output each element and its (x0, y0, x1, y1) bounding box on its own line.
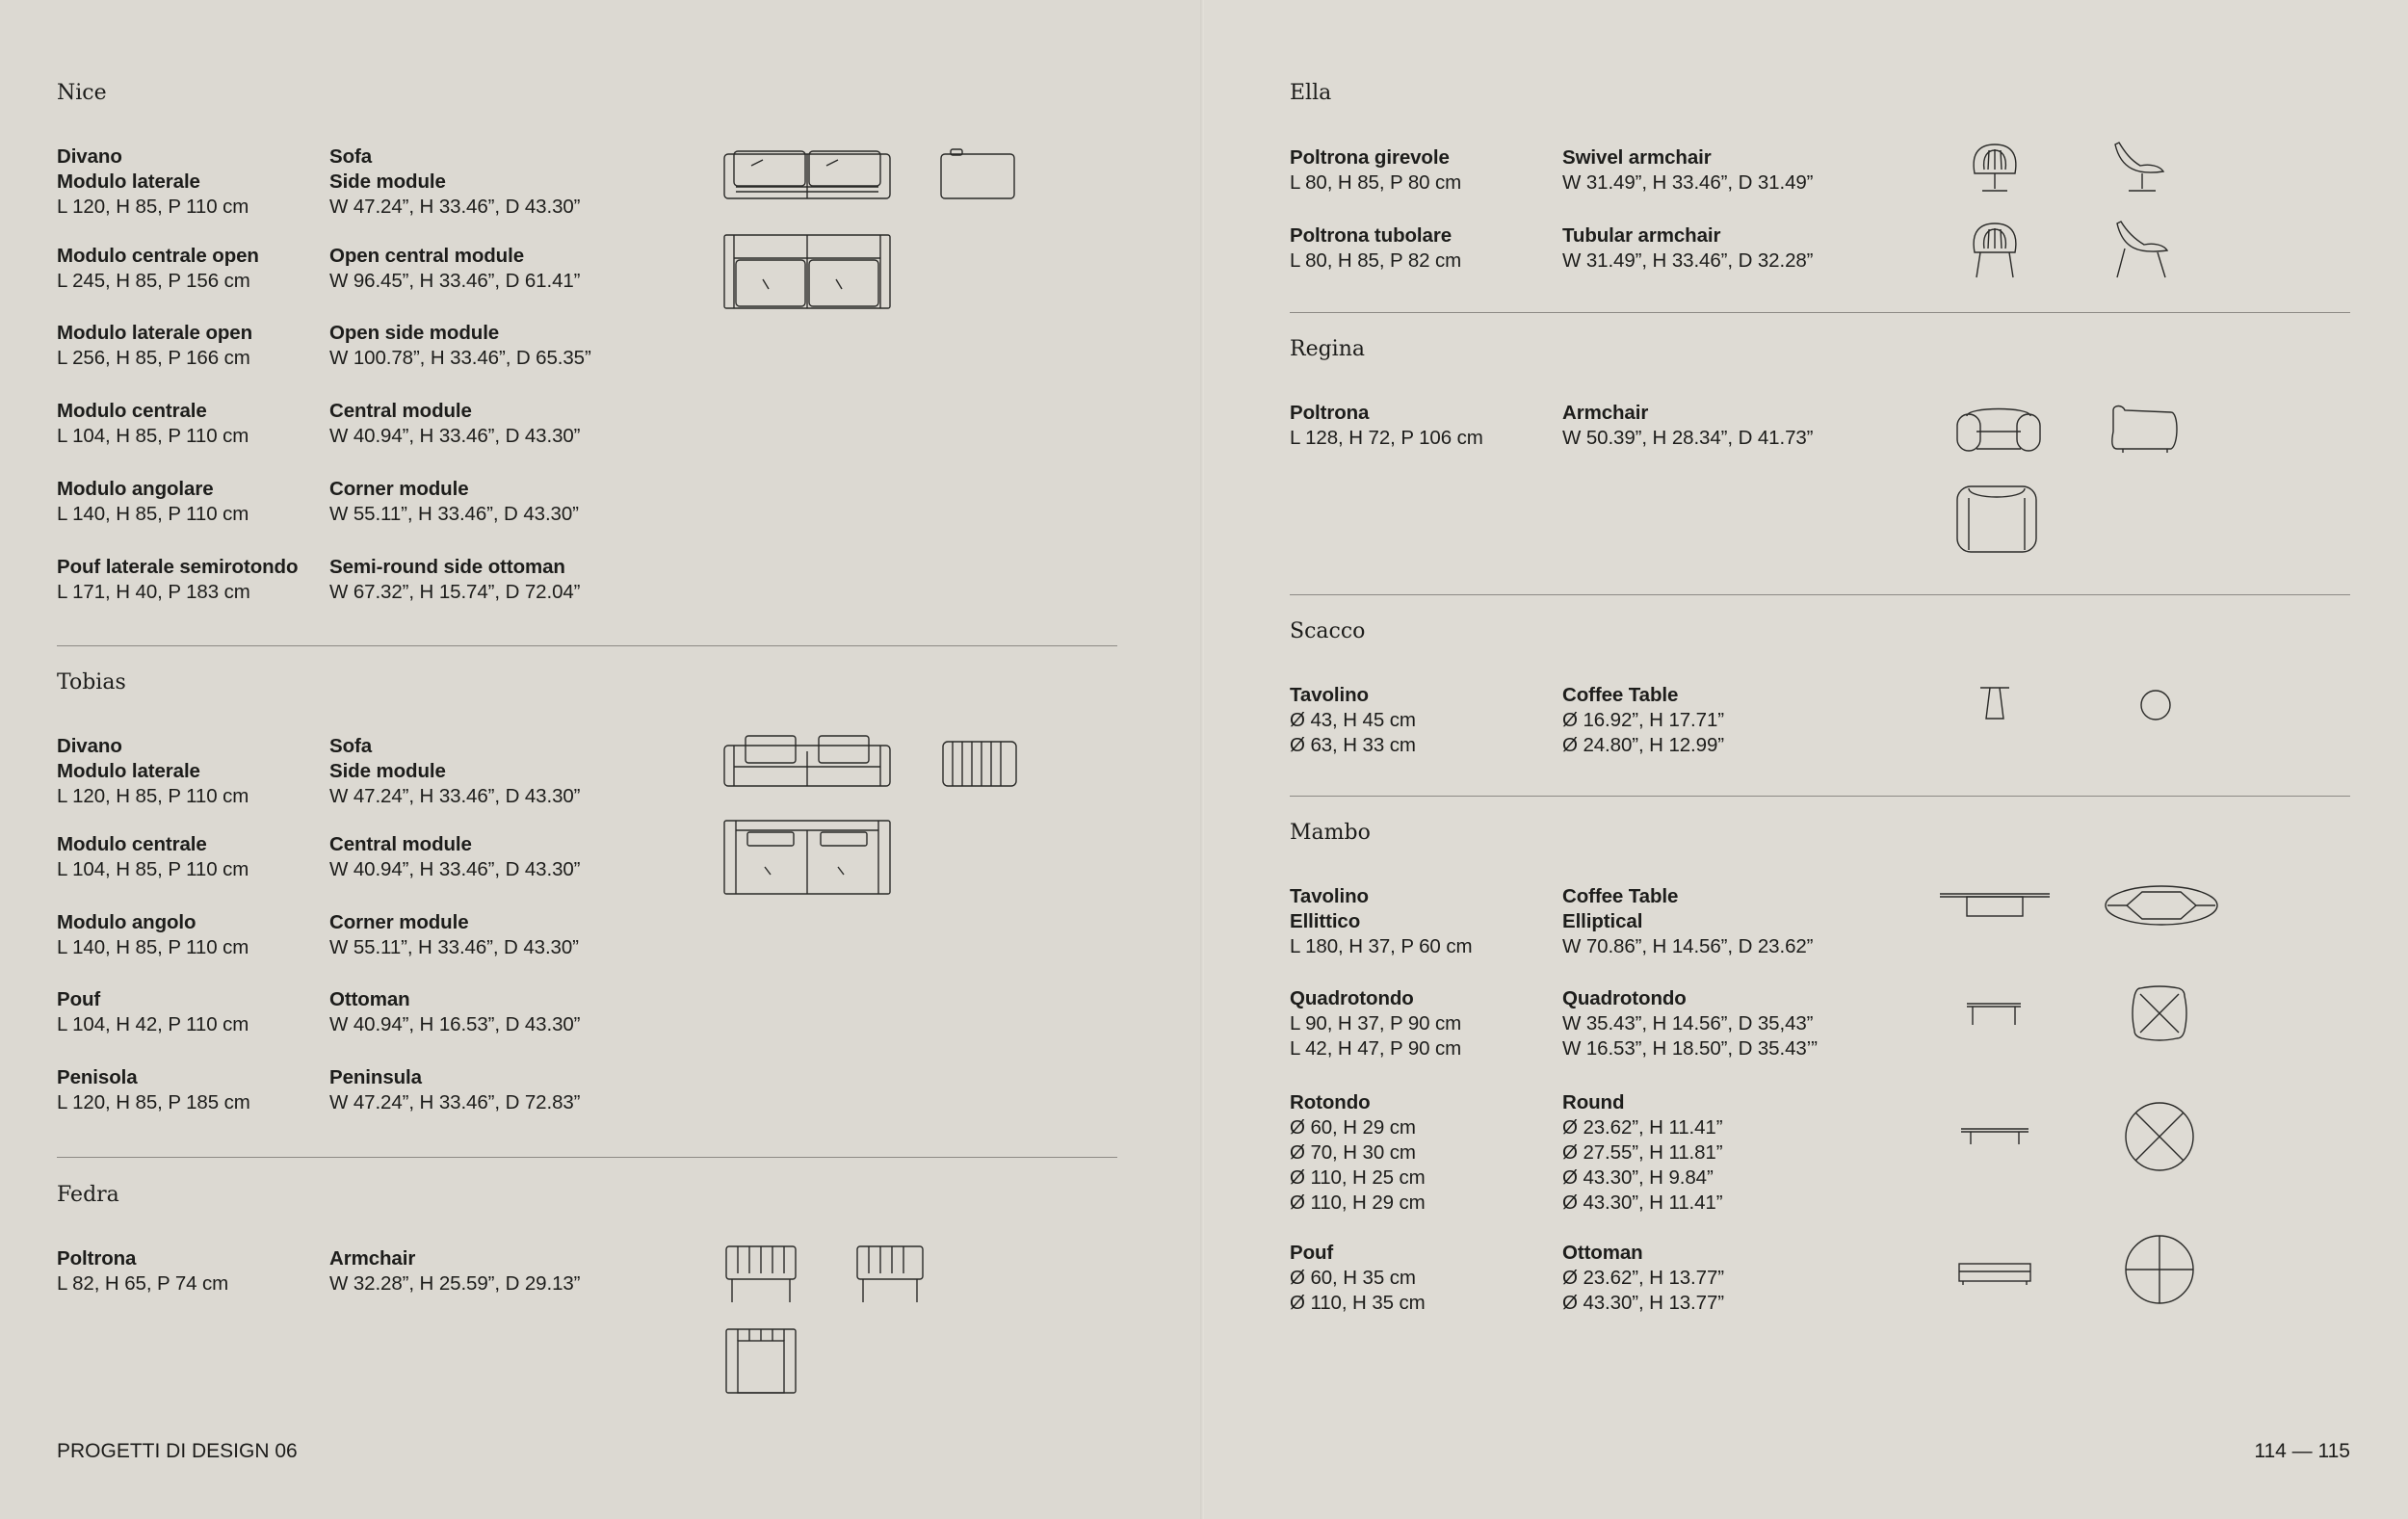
product-name-it: Poltrona tubolare (1290, 224, 1453, 247)
english-spec (329, 144, 676, 220)
product-name-it: Modulo angolo (57, 911, 196, 933)
sofa-front-view-icon (722, 732, 892, 790)
dimensions-cm: L 180, H 37, P 60 cm (1290, 935, 1473, 957)
english-spec (329, 987, 676, 1037)
section-title: Ella (1290, 81, 1332, 105)
english-spec (1562, 401, 1909, 451)
page-gutter (1200, 0, 1204, 1519)
dimensions-cm: Ø 60, H 35 cm (1290, 1267, 1416, 1289)
swivel-chair-side-icon (2111, 141, 2169, 196)
dimensions-cm: Ø 110, H 29 cm (1290, 1192, 1426, 1214)
dimensions-inches: W 47.24”, H 33.46”, D 43.30” (329, 196, 581, 218)
english-spec (329, 1246, 676, 1296)
product-name-it: Modulo laterale open (57, 322, 253, 344)
product-name-it: Modulo laterale (57, 760, 200, 782)
product-name-it: Modulo centrale (57, 833, 207, 855)
english-spec (1562, 145, 1909, 196)
italian-spec (1290, 1090, 1559, 1216)
product-name-en: Coffee Table (1562, 885, 1679, 907)
english-spec (329, 555, 676, 605)
dimensions-inches: W 55.11”, H 33.46”, D 43.30” (329, 936, 579, 958)
dimensions-inches: W 32.28”, H 25.59”, D 29.13” (329, 1272, 581, 1295)
italian-spec (57, 144, 327, 220)
sofa-front-view-icon (722, 146, 892, 202)
product-name-en: Corner module (329, 911, 469, 933)
italian-spec (57, 987, 327, 1037)
italian-spec (1290, 986, 1559, 1061)
dimensions-inches: W 100.78”, H 33.46”, D 65.35” (329, 347, 591, 369)
dimensions-cm: L 140, H 85, P 110 cm (57, 936, 249, 958)
italian-spec (57, 555, 327, 605)
italian-spec (1290, 1241, 1559, 1316)
english-spec (329, 477, 676, 527)
section-title: Nice (57, 81, 107, 105)
product-name-en: Armchair (1562, 402, 1649, 424)
dimensions-inches: W 40.94”, H 33.46”, D 43.30” (329, 425, 581, 447)
dimensions-inches: Ø 27.55”, H 11.81” (1562, 1141, 1723, 1164)
dimensions-cm: L 245, H 85, P 156 cm (57, 270, 250, 292)
divider (1290, 594, 2350, 595)
dimensions-inches: W 55.11”, H 33.46”, D 43.30” (329, 503, 579, 525)
product-name-it: Poltrona (1290, 402, 1370, 424)
product-name-it: Modulo angolare (57, 478, 214, 500)
product-name-it: Pouf (57, 988, 101, 1010)
dimensions-inches: W 40.94”, H 16.53”, D 43.30” (329, 1013, 581, 1035)
product-name-it: Ellittico (1290, 910, 1361, 932)
product-name-en: Sofa (329, 145, 373, 168)
english-spec (1562, 1241, 1909, 1316)
dimensions-cm: L 120, H 85, P 110 cm (57, 196, 249, 218)
dimensions-cm: L 128, H 72, P 106 cm (1290, 427, 1483, 449)
italian-spec (57, 321, 327, 371)
round-table-elevation-icon (1959, 1125, 2030, 1146)
round-table-plan-icon (2123, 1100, 2196, 1173)
dimensions-cm: Ø 110, H 35 cm (1290, 1292, 1426, 1314)
italian-spec (57, 1065, 327, 1115)
dimensions-cm: L 256, H 85, P 166 cm (57, 347, 250, 369)
product-name-en: Side module (329, 170, 446, 193)
product-name-it: Modulo centrale (57, 400, 207, 422)
dimensions-cm: Ø 110, H 25 cm (1290, 1166, 1426, 1189)
dimensions-inches: W 50.39”, H 28.34”, D 41.73” (1562, 427, 1814, 449)
product-name-it: Modulo centrale open (57, 245, 259, 267)
italian-spec (1290, 683, 1559, 758)
footer-left: PROGETTI DI DESIGN 06 (57, 1440, 298, 1462)
product-name-it: Divano (57, 145, 122, 168)
tubular-chair-side-icon (2111, 220, 2173, 279)
product-name-en: Peninsula (329, 1066, 422, 1088)
section-title: Scacco (1290, 619, 1366, 643)
dimensions-inches: W 31.49”, H 33.46”, D 31.49” (1562, 171, 1814, 194)
product-name-en: Central module (329, 833, 472, 855)
dimensions-inches: Ø 16.92”, H 17.71” (1562, 709, 1724, 731)
dimensions-cm: L 104, H 85, P 110 cm (57, 858, 249, 880)
ottoman-plan-icon (2123, 1233, 2196, 1306)
dimensions-inches: W 96.45”, H 33.46”, D 61.41” (329, 270, 581, 292)
armchair-top-view-icon (724, 1327, 798, 1395)
product-name-it: Pouf (1290, 1242, 1334, 1264)
dimensions-cm: Ø 60, H 29 cm (1290, 1116, 1416, 1139)
side-table-elevation-icon (1978, 684, 2011, 722)
dimensions-inches: Ø 23.62”, H 13.77” (1562, 1267, 1724, 1289)
product-name-en: Corner module (329, 478, 469, 500)
product-name-en: Coffee Table (1562, 684, 1679, 706)
swivel-chair-front-icon (1969, 141, 2021, 196)
english-spec (329, 399, 676, 449)
dimensions-cm: Ø 43, H 45 cm (1290, 709, 1416, 731)
product-name-it: Poltrona girevole (1290, 146, 1450, 169)
dimensions-inches: W 70.86”, H 14.56”, D 23.62” (1562, 935, 1814, 957)
armchair-front-view-icon (724, 1244, 798, 1304)
italian-spec (1290, 401, 1559, 451)
product-name-it: Tavolino (1290, 684, 1369, 706)
italian-spec (1290, 223, 1559, 274)
product-name-en: Ottoman (329, 988, 410, 1010)
italian-spec (57, 244, 327, 294)
section-title: Mambo (1290, 821, 1371, 845)
english-spec (329, 734, 676, 809)
armchair-side-icon (2109, 403, 2181, 455)
product-name-it: Penisola (57, 1066, 138, 1088)
armchair-front-icon (1955, 403, 2042, 455)
italian-spec (57, 910, 327, 960)
italian-spec (57, 734, 327, 809)
product-name-en: Central module (329, 400, 472, 422)
square-table-plan-icon (2131, 984, 2188, 1042)
english-spec (1562, 223, 1909, 274)
product-name-it: Poltrona (57, 1247, 137, 1270)
product-name-en: Semi-round side ottoman (329, 556, 565, 578)
section-title: Regina (1290, 337, 1365, 361)
dimensions-inches: Ø 43.30”, H 9.84” (1562, 1166, 1714, 1189)
dimensions-inches: W 31.49”, H 33.46”, D 32.28” (1562, 249, 1814, 272)
product-name-it: Tavolino (1290, 885, 1369, 907)
armchair-top-icon (1955, 485, 2038, 554)
dimensions-inches: Ø 43.30”, H 11.41” (1562, 1192, 1723, 1214)
dimensions-cm: Ø 70, H 30 cm (1290, 1141, 1416, 1164)
product-name-en: Ottoman (1562, 1242, 1643, 1264)
product-name-en: Open side module (329, 322, 500, 344)
sofa-top-view-icon (722, 819, 892, 896)
section-title: Fedra (57, 1183, 119, 1207)
ottoman-elevation-icon (1957, 1260, 2032, 1287)
sofa-side-view-icon (939, 146, 1016, 202)
product-name-it: Pouf laterale semirotondo (57, 556, 299, 578)
english-spec (1562, 1090, 1909, 1216)
dimensions-inches: Ø 23.62”, H 11.41” (1562, 1116, 1723, 1139)
dimensions-cm: L 104, H 85, P 110 cm (57, 425, 249, 447)
english-spec (329, 321, 676, 371)
product-name-en: Sofa (329, 735, 373, 757)
english-spec (1562, 986, 1909, 1061)
product-name-en: Swivel armchair (1562, 146, 1712, 169)
dimensions-cm: L 90, H 37, P 90 cm (1290, 1012, 1462, 1034)
dimensions-cm: L 171, H 40, P 183 cm (57, 581, 250, 603)
dimensions-cm: L 120, H 85, P 110 cm (57, 785, 249, 807)
dimensions-inches: Ø 43.30”, H 13.77” (1562, 1292, 1724, 1314)
product-name-it: Quadrotondo (1290, 987, 1414, 1009)
italian-spec (57, 399, 327, 449)
product-name-en: Quadrotondo (1562, 987, 1687, 1009)
square-table-elevation-icon (1965, 1000, 2023, 1027)
divider (57, 645, 1117, 646)
italian-spec (57, 1246, 327, 1296)
dimensions-cm: Ø 63, H 33 cm (1290, 734, 1416, 756)
dimensions-cm: L 140, H 85, P 110 cm (57, 503, 249, 525)
dimensions-cm: L 80, H 85, P 80 cm (1290, 171, 1462, 194)
dimensions-inches: W 67.32”, H 15.74”, D 72.04” (329, 581, 581, 603)
product-name-en: Armchair (329, 1247, 416, 1270)
sofa-side-view-icon (941, 736, 1018, 790)
dimensions-cm: L 104, H 42, P 110 cm (57, 1013, 249, 1035)
english-spec (329, 244, 676, 294)
italian-spec (57, 832, 327, 882)
footer-page-numbers: 114 — 115 (2254, 1440, 2350, 1462)
dimensions-inches: W 47.24”, H 33.46”, D 43.30” (329, 785, 581, 807)
product-name-it: Divano (57, 735, 122, 757)
product-name-en: Round (1562, 1091, 1625, 1113)
dimensions-cm: L 82, H 65, P 74 cm (57, 1272, 229, 1295)
dimensions-inches: W 35.43”, H 14.56”, D 35,43” (1562, 1012, 1814, 1034)
product-name-en: Side module (329, 760, 446, 782)
dimensions-inches: W 40.94”, H 33.46”, D 43.30” (329, 858, 581, 880)
divider (1290, 796, 2350, 797)
armchair-side-view-icon (855, 1244, 925, 1304)
product-name-it: Modulo laterale (57, 170, 200, 193)
sofa-top-view-icon (722, 233, 892, 310)
elliptical-table-elevation-icon (1938, 890, 2052, 919)
dimensions-cm: L 42, H 47, P 90 cm (1290, 1037, 1462, 1060)
tubular-chair-front-icon (1969, 220, 2021, 279)
english-spec (1562, 884, 1909, 959)
dimensions-inches: Ø 24.80”, H 12.99” (1562, 734, 1724, 756)
section-title: Tobias (57, 670, 126, 694)
divider (1290, 312, 2350, 313)
dimensions-cm: L 120, H 85, P 185 cm (57, 1091, 250, 1113)
italian-spec (1290, 145, 1559, 196)
english-spec (329, 1065, 676, 1115)
english-spec (329, 832, 676, 882)
elliptical-table-plan-icon (2104, 884, 2219, 927)
round-top-plan-icon (2138, 688, 2173, 722)
italian-spec (57, 477, 327, 527)
italian-spec (1290, 884, 1559, 959)
dimensions-cm: L 80, H 85, P 82 cm (1290, 249, 1462, 272)
english-spec (1562, 683, 1909, 758)
english-spec (329, 910, 676, 960)
product-name-en: Tubular armchair (1562, 224, 1721, 247)
divider (57, 1157, 1117, 1158)
product-name-it: Rotondo (1290, 1091, 1371, 1113)
dimensions-inches: W 16.53”, H 18.50”, D 35.43’” (1562, 1037, 1818, 1060)
dimensions-inches: W 47.24”, H 33.46”, D 72.83” (329, 1091, 581, 1113)
product-name-en: Elliptical (1562, 910, 1643, 932)
product-name-en: Open central module (329, 245, 524, 267)
